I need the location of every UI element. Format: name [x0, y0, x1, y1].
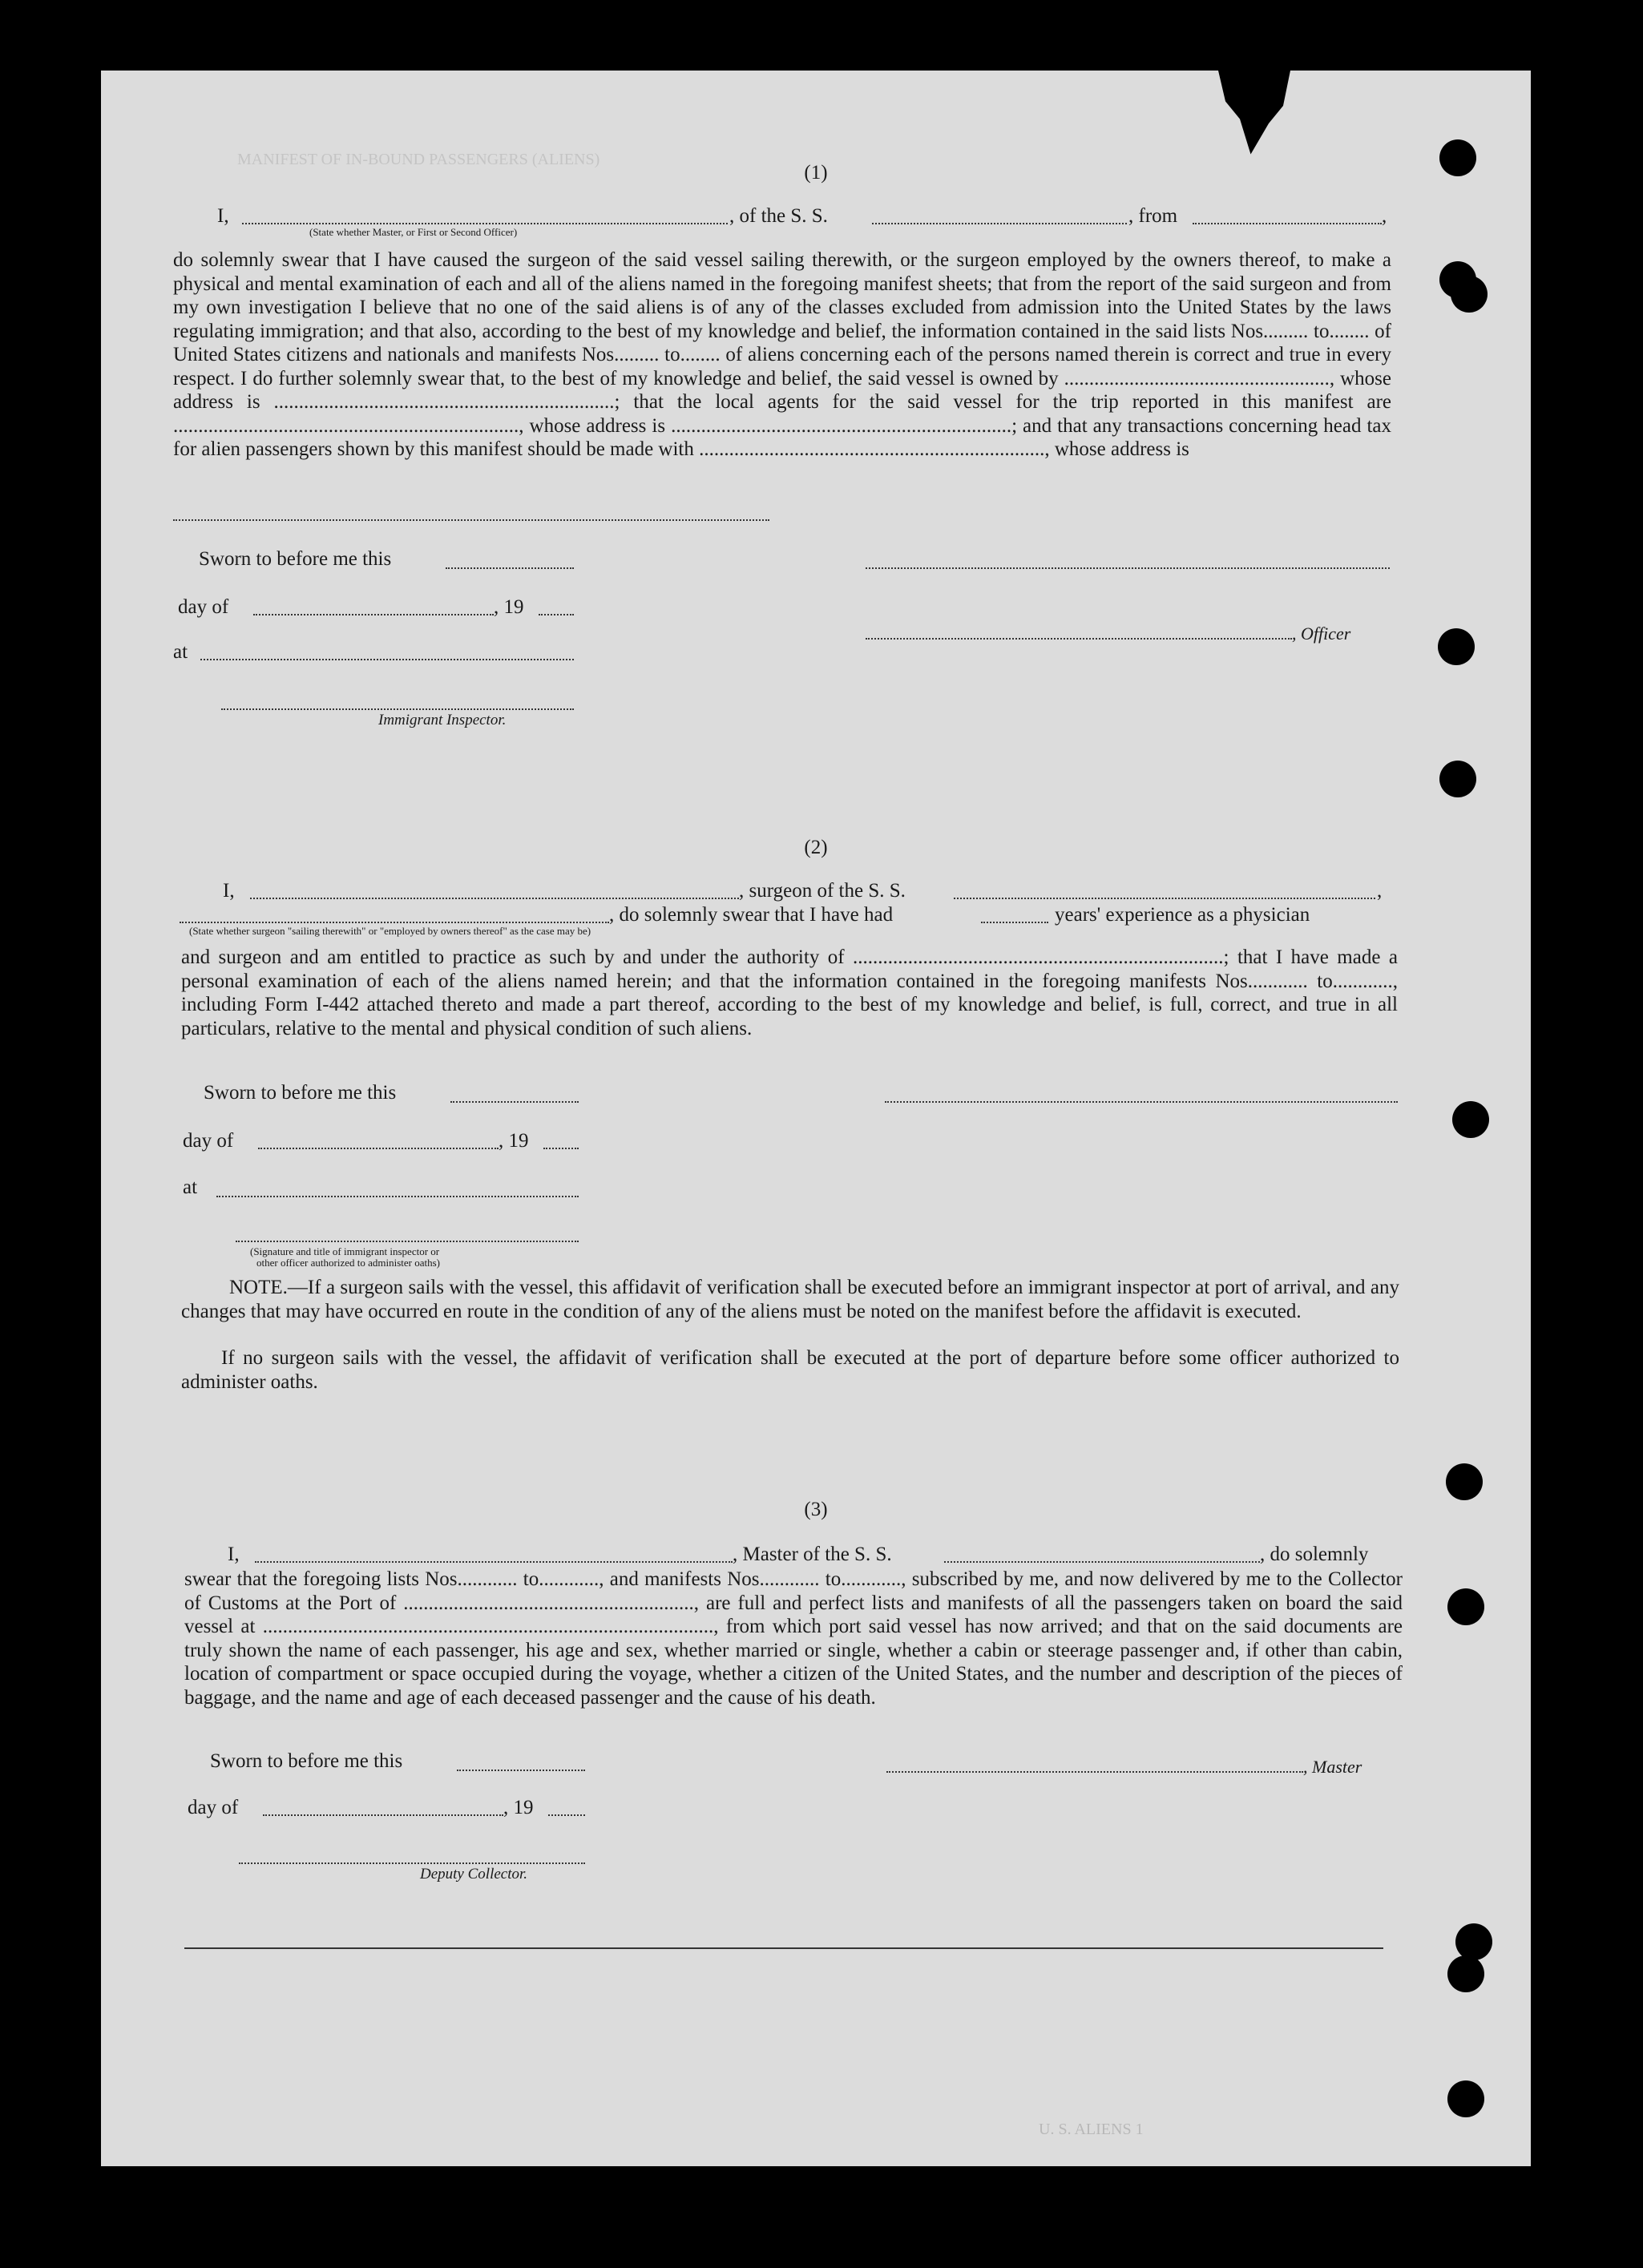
s2-status-blank	[180, 922, 609, 923]
s3-year-blank	[548, 1814, 585, 1816]
s1-signature-blank	[866, 567, 1390, 569]
s3-collector-blank	[239, 1862, 585, 1864]
s2-year: , 19	[499, 1130, 529, 1152]
binder-hole	[1446, 1463, 1483, 1500]
s1-year-blank	[539, 614, 574, 615]
s1-year: , 19	[494, 596, 524, 618]
s2-signature-blank	[885, 1101, 1398, 1103]
binder-hole	[1455, 1923, 1492, 1960]
s2-line1-end: ,	[1377, 880, 1383, 902]
binder-hole	[1439, 761, 1476, 797]
s1-ship-blank	[872, 223, 1127, 224]
s3-ship-blank	[944, 1561, 1260, 1563]
s2-sig-caption-2: other officer authorized to administer oaths)	[256, 1257, 440, 1269]
s2-day-blank	[258, 1148, 499, 1149]
s2-line1-surgeon: , surgeon of the S. S.	[739, 880, 906, 902]
s3-sworn-blank	[457, 1770, 585, 1771]
s1-day-blank	[253, 614, 494, 615]
s3-sworn: Sworn to before me this	[210, 1750, 403, 1772]
s1-line1-from: , from	[1128, 205, 1178, 227]
s3-year: , 19	[503, 1797, 534, 1818]
s1-day-of: day of	[178, 596, 229, 618]
binder-hole	[1438, 628, 1475, 665]
s2-at-blank	[216, 1196, 579, 1197]
binder-hole	[1447, 1955, 1484, 1992]
section-1-number: (1)	[804, 162, 828, 184]
s1-inspector-label: Immigrant Inspector.	[378, 712, 507, 728]
s2-note-2: If no surgeon sails with the vessel, the affidavit of verification shall be executed at the port of departure before some officer authorized to administer oaths.	[181, 1347, 1399, 1393]
s1-from-blank	[1193, 223, 1382, 224]
s2-ship-blank	[954, 898, 1375, 899]
document-page	[101, 71, 1531, 2166]
s2-line2-swear: , do solemnly swear that I have had	[609, 904, 894, 926]
s2-surgeon-name-blank	[250, 898, 739, 899]
s3-line1-end: , do solemnly	[1260, 1544, 1369, 1565]
s3-collector-label: Deputy Collector.	[420, 1866, 528, 1883]
s2-at: at	[183, 1176, 198, 1198]
s1-line1-I: I,	[217, 205, 229, 227]
s3-day-blank	[263, 1814, 503, 1816]
s3-day-of: day of	[188, 1797, 239, 1818]
s1-sworn-blank	[446, 567, 574, 569]
s2-sig-caption-1: (Signature and title of immigrant inspector or	[250, 1245, 440, 1257]
s2-caption: (State whether surgeon "sailing therewith" or "employed by owners thereof" as the case may be)	[189, 925, 591, 937]
bottom-rule	[184, 1947, 1383, 1949]
bleed-through-header: MANIFEST OF IN-BOUND PASSENGERS (ALIENS)	[237, 151, 600, 168]
binder-hole	[1447, 1588, 1484, 1625]
s2-line1-I: I,	[223, 880, 235, 902]
s2-year-blank	[543, 1148, 579, 1149]
s2-line2-years: years' experience as a physician	[1055, 904, 1310, 926]
s2-note-label: NOTE.	[229, 1277, 288, 1298]
binder-hole	[1452, 1101, 1489, 1138]
s2-note-1	[181, 1276, 1399, 1323]
s2-day-of: day of	[183, 1130, 234, 1152]
s1-line1-of: , of the S. S.	[729, 205, 828, 227]
s3-master-name-blank	[255, 1561, 733, 1563]
binder-hole	[1439, 139, 1476, 176]
s1-at-blank	[200, 659, 574, 660]
s1-at: at	[173, 641, 188, 663]
section-3-number: (3)	[804, 1499, 828, 1520]
s3-line1-I: I,	[228, 1544, 240, 1565]
s1-officer-blank	[866, 638, 1292, 640]
s3-master-sig-blank	[886, 1771, 1303, 1773]
section-2-number: (2)	[804, 837, 828, 858]
binder-hole	[1447, 2080, 1484, 2117]
s2-body: and surgeon and am entitled to practice as such by and under the authority of ..........................................................................; that I have made a personal examination of each of the aliens named herein; and that the information contained in the foregoing manifests Nos............ to............, including Form I-442 attached thereto and made a part thereof, according to the best of my knowledge and belief, is full, correct, and true in all particulars, relative to the mental and physical condition of such aliens.	[181, 946, 1398, 1039]
s1-officer-name-blank	[242, 223, 728, 224]
s1-body: do solemnly swear that I have caused the surgeon of the said vessel sailing therewith, or the surgeon employed by the owners thereof, to make a physical and mental examination of each and all of the aliens named in the foregoing manifest sheets; that from the report of the said surgeon and from my own investigation I believe that no one of the said aliens is of any of the classes excluded from admission into the United States by the laws regulating immigration; and that also, according to the best of my knowledge and belief, the information contained in the said lists Nos......... to........ of United States citizens and nationals and manifests Nos......... to........ of aliens concerning each of the persons named therein is correct and true in every respect. I do further solemnly swear that, to the best of my knowledge and belief, the said vessel is owned by ....................................................., whose address is ....................................................................; that the local agents for the said vessel for the trip reported in this manifest are ....................................................................., whose address is ....................................................................; and that any transactions concerning head tax for alien passengers shown by this manifest should be made with ....................................................................., whose address is	[173, 249, 1391, 460]
bleed-through-footer: U. S. ALIENS 1	[1039, 2121, 1144, 2138]
s2-years-blank	[981, 922, 1048, 923]
s2-sworn-blank	[450, 1101, 579, 1103]
s2-inspector-blank	[236, 1241, 579, 1242]
s1-inspector-blank	[221, 708, 574, 710]
s1-officer-label: , Officer	[1292, 623, 1351, 644]
s3-master-label: , Master	[1303, 1757, 1362, 1777]
s2-note-1-text: —If a surgeon sails with the vessel, this affidavit of verification shall be executed before an immigrant inspector at port of arrival, and any changes that may have occurred en route in the condition of any of the aliens must be noted on the manifest before the affidavit is executed.	[181, 1277, 1399, 1322]
s1-caption: (State whether Master, or First or Second Officer)	[309, 226, 518, 238]
binder-hole	[1451, 276, 1488, 313]
s3-body: swear that the foregoing lists Nos............ to............, and manifests Nos............ to............, subscribed by me, and now delivered by me to the Collector of Customs at the Port of .........................................................., are full and perfect lists and manifests of all the passengers taken on board the said vessel at .........................................................................................., from which port said vessel has now arrived; and that on the said documents are truly shown the name of each passenger, his age and sex, whether married or single, whether a cabin or steerage passenger and, if other than cabin, location of compartment or space occupied during the voyage, whether a citizen of the United States, and the number and description of the pieces of baggage, and the name and age of each deceased passenger and the cause of his death.	[184, 1568, 1403, 1709]
s1-line1-end: ,	[1382, 205, 1387, 227]
s2-sworn: Sworn to before me this	[204, 1082, 397, 1104]
s1-sworn: Sworn to before me this	[199, 548, 392, 570]
s3-line1-master: , Master of the S. S.	[733, 1544, 892, 1565]
s1-address-blank	[173, 519, 769, 521]
